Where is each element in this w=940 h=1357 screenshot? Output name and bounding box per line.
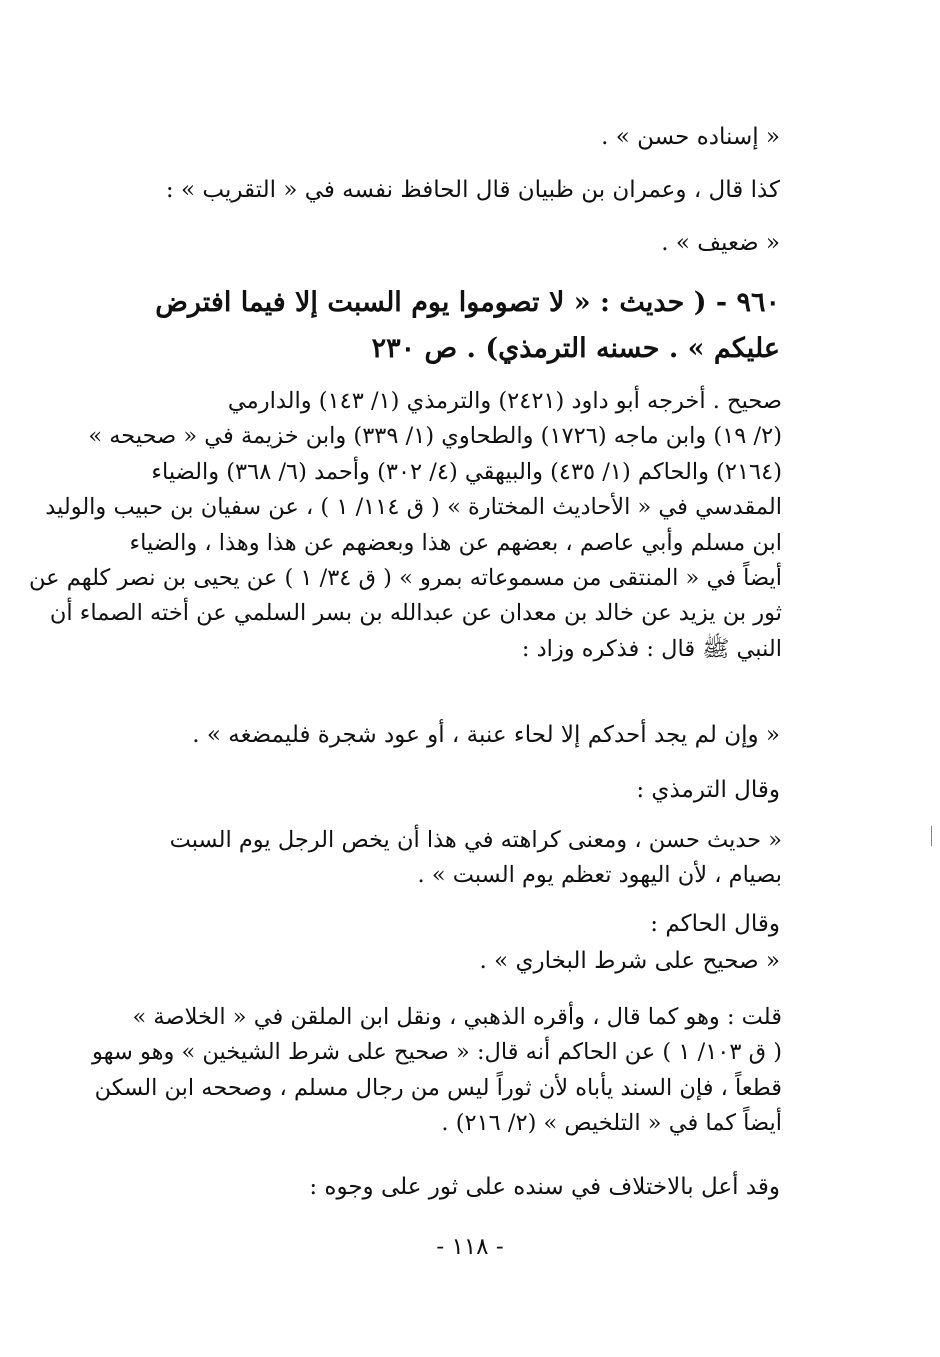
hakim-quote: « صحيح على شرط البخاري » . xyxy=(479,948,780,974)
intro-line-3: « ضعيف » . xyxy=(661,230,780,256)
hakim-intro: وقال الحاكم : xyxy=(650,911,780,937)
tirmidhi-quote-line: « حديث حسن ، ومعنى كراهته في هذا أن يخص الرجل يوم السبت xyxy=(169,827,782,853)
takhrij-line: (٢١٦٤) والحاكم (١/ ٤٣٥) والبيهقي (٤/ ٣٠٢) وأحمد (٦/ ٣٦٨) والضياء xyxy=(151,458,782,485)
takhrij-line: النبي ﷺ قال : فذكره وزاد : xyxy=(521,635,782,662)
page-number: - ١١٨ - xyxy=(436,1234,504,1260)
takhrij-line: صحيح . أخرجه أبو داود (٢٤٢١) والترمذي (١/ ١٤٣) والدارمي xyxy=(227,388,782,414)
takhrij-line: ابن مسلم وأبي عاصم ، بعضهم عن هذا وبعضهم عن هذا وهذا ، والضياء xyxy=(129,529,782,556)
hadith-heading-line-2: عليكم » . حسنه الترمذي) . ص ٢٣٠ xyxy=(371,333,780,364)
tirmidhi-intro: وقال الترمذي : xyxy=(636,777,780,803)
author-comment-line: قلت : وهو كما قال ، وأقره الذهبي ، ونقل ابن الملقن في « الخلاصة » xyxy=(132,1004,782,1030)
addition-quote: « وإن لم يجد أحدكم إلا لحاء عنبة ، أو عود شجرة فليمضغه » . xyxy=(192,722,780,748)
final-line: وقد أعل بالاختلاف في سنده على ثور على وجوه : xyxy=(309,1174,780,1200)
author-comment xyxy=(91,1000,782,1142)
takhrij-line: (٢/ ١٩) وابن ماجه (١٧٢٦) والطحاوي (١/ ٣٣٩) وابن خزيمة في « صحيحه » xyxy=(88,423,782,450)
hadith-heading-line-1: ٩٦٠ - ( حديث : « لا تصوموا يوم السبت إلا فيما افترض xyxy=(155,287,780,318)
takhrij-paragraph xyxy=(29,384,782,667)
intro-line-2: كذا قال ، وعمران بن ظبيان قال الحافظ نفسه في « التقريب » : xyxy=(165,177,780,203)
tirmidhi-quote xyxy=(104,823,782,894)
takhrij-line: أيضاً في « المنتقى من مسموعاته بمرو » ( ق ٣٤/ ١ ) عن يحيى بن نصر كلهم عن xyxy=(29,565,782,592)
takhrij-line: المقدسي في « الأحاديث المختارة » ( ق ١١٤/ ١ ) ، عن سفيان بن حبيب والوليد xyxy=(45,494,782,521)
margin-scan-mark xyxy=(931,826,932,846)
takhrij-line: ثور بن يزيد عن خالد بن معدان عن عبدالله بن بسر السلمي عن أخته الصماء أن xyxy=(49,600,782,627)
author-comment-line: ( ق ١٠٣/ ١ ) عن الحاكم أنه قال: « صحيح على شرط الشيخين » وهو سهو xyxy=(91,1039,782,1066)
intro-line-1: « إسناده حسن » . xyxy=(601,124,780,150)
author-comment-line: قطعاً ، فإن السند يأباه لأن ثوراً ليس من رجال مسلم ، وصححه ابن السكن xyxy=(94,1074,782,1101)
hadith-heading xyxy=(104,280,780,372)
tirmidhi-quote-line: بصيام ، لأن اليهود تعظم يوم السبت » . xyxy=(417,862,782,889)
author-comment-line: أيضاً كما في « التلخيص » (٢/ ٢١٦) . xyxy=(441,1110,782,1137)
